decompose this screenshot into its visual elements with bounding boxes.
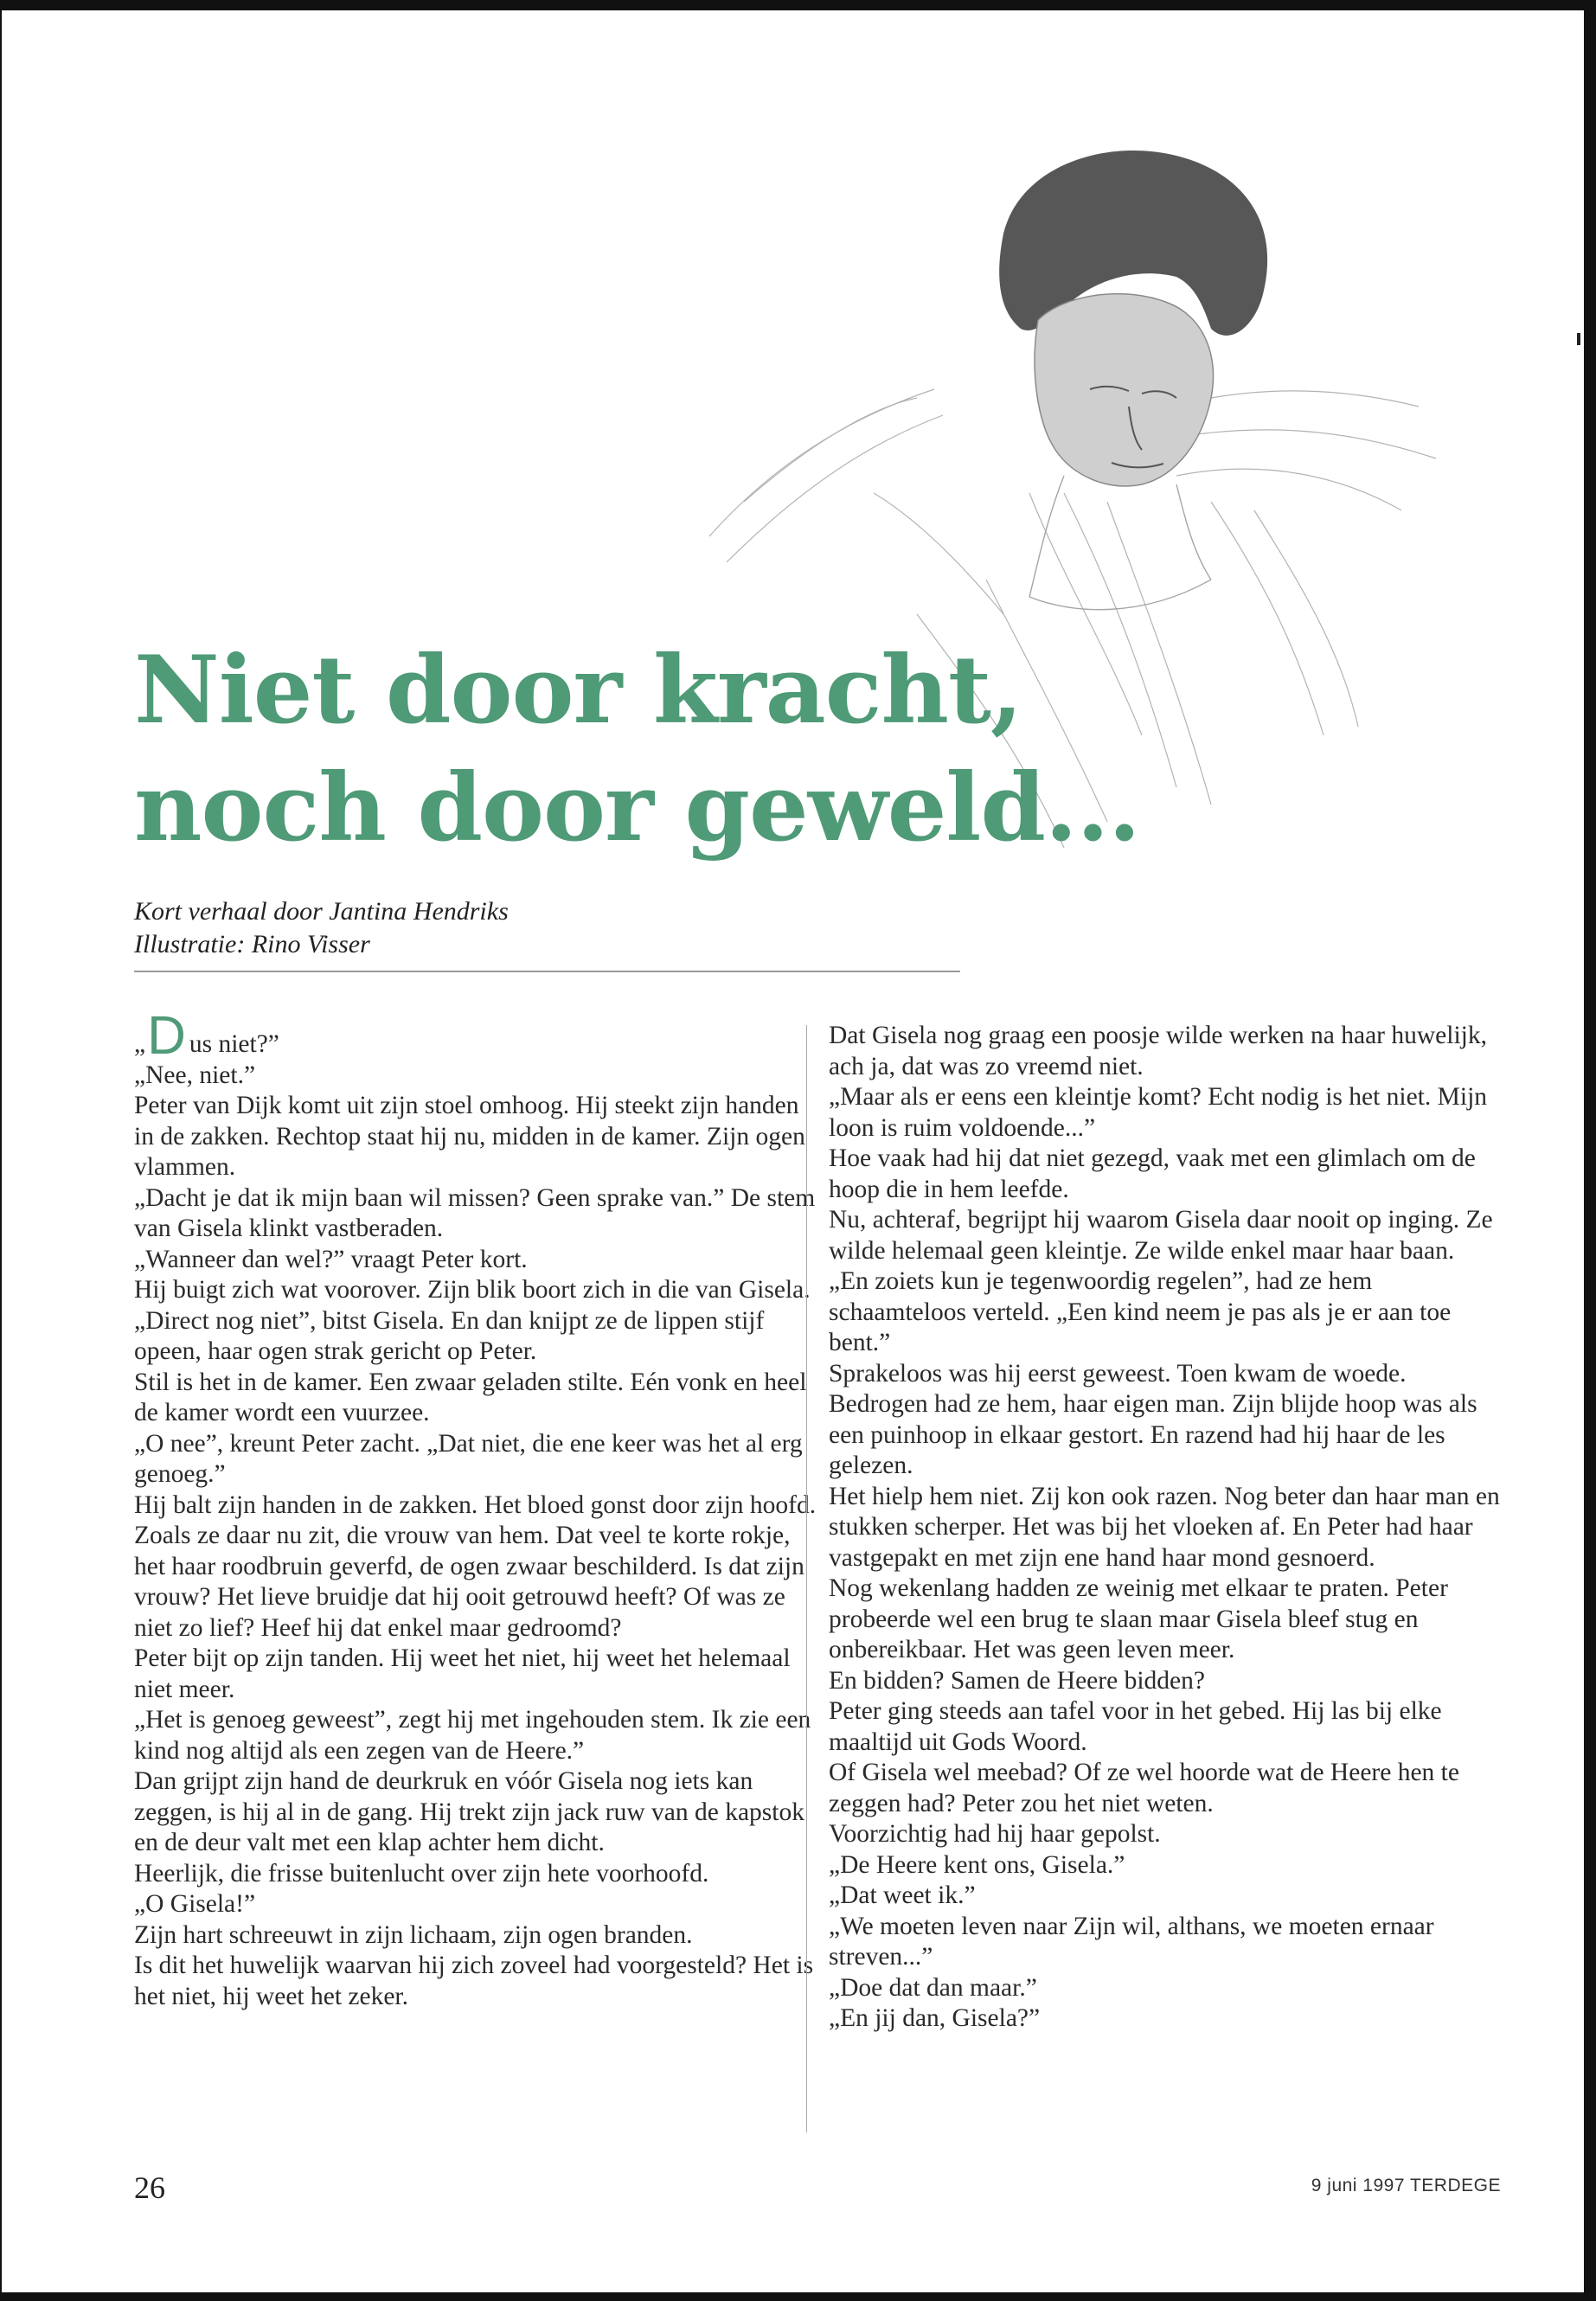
title-line-1: Niet door kracht,	[134, 636, 1022, 745]
paragraph: „Nee, niet.”	[134, 1061, 256, 1089]
byline: Kort verhaal door Jantina Hendriks	[134, 897, 509, 926]
paragraph: Stil is het in de kamer. Een zwaar geladen stilte. Eén vonk en heel de kamer wordt een vuurzee.	[134, 1368, 807, 1426]
column-divider	[806, 1025, 807, 2132]
article-title	[134, 631, 1140, 867]
paragraph: „Het is genoeg geweest”, zegt hij met ingehouden stem. Ik zie een kind nog altijd als een zegen van de Heere.”	[134, 1706, 811, 1765]
paragraph: Zijn hart schreeuwt in zijn lichaam, zijn ogen branden.	[134, 1920, 693, 1949]
illustration-credit: Illustratie: Rino Visser	[134, 930, 370, 958]
paragraph: „En zoiets kun je tegenwoordig regelen”, had ze hem schaamteloos verteld. „Een kind neem je pas als je er aan toe bent.”	[829, 1267, 1452, 1356]
paragraph: „O Gisela!”	[134, 1890, 256, 1918]
paragraph: Peter ging steeds aan tafel voor in het gebed. Hij las bij elke maaltijd uit Gods Woord.	[829, 1697, 1442, 1756]
paragraph: „Wanneer dan wel?” vraagt Peter kort.	[134, 1245, 528, 1273]
paragraph: Hij balt zijn handen in de zakken. Het bloed gonst door zijn hoofd.	[134, 1490, 817, 1519]
article-credits	[134, 895, 509, 961]
paragraph: Voorzichtig had hij haar gepolst.	[829, 1820, 1161, 1848]
page-number: 26	[134, 2170, 165, 2205]
paragraph: „Dat weet ik.”	[829, 1881, 976, 1909]
paragraph: „Maar als er eens een kleintje komt? Echt nodig is het niet. Mijn loon is ruim voldoende...”	[829, 1083, 1488, 1142]
paragraph: Het hielp hem niet. Zij kon ook razen. Nog beter dan haar man en stukken scherper. Het was bij het vloeken af. En Peter had haar vastgepakt en met zijn ene hand haar mond gesnoerd.	[829, 1482, 1500, 1572]
paragraph: „O nee”, kreunt Peter zacht. „Dat niet, die ene keer was het al erg genoeg.”	[134, 1429, 803, 1488]
paragraph: Nog wekenlang hadden ze weinig met elkaar te praten. Peter probeerde wel een brug te slaan maar Gisela bleef stug en onbereikbaar. Het was geen leven meer.	[829, 1574, 1448, 1663]
text-column-left	[134, 1006, 817, 2012]
paragraph: Heerlijk, die frisse buitenlucht over zijn hete voorhoofd.	[134, 1859, 709, 1888]
edge-mark	[1577, 333, 1580, 345]
paragraph: Peter bijt op zijn tanden. Hij weet het niet, hij weet het helemaal niet meer.	[134, 1644, 791, 1703]
text-column-right	[829, 1021, 1503, 2035]
paragraph: Hij buigt zich wat voorover. Zijn blik boort zich in die van Gisela.	[134, 1276, 811, 1304]
paragraph: Nu, achteraf, begrijpt hij waarom Gisela daar nooit op inging. Ze wilde helemaal geen kleintje. Ze wilde enkel maar haar baan.	[829, 1206, 1493, 1265]
paragraph: Is dit het huwelijk waarvan hij zich zoveel had voorgesteld? Het is het niet, hij weet het zeker.	[134, 1952, 814, 2010]
paragraph: „Dacht je dat ik mijn baan wil missen? Geen sprake van.” De stem van Gisela klinkt vastberaden.	[134, 1183, 816, 1242]
drop-cap: D	[147, 1006, 186, 1066]
paragraph: „En jij dan, Gisela?”	[829, 2004, 1041, 2032]
paragraph: „De Heere kent ons, Gisela.”	[829, 1850, 1125, 1879]
paragraph: „We moeten leven naar Zijn wil, althans, we moeten ernaar streven...”	[829, 1912, 1434, 1971]
paragraph: Dan grijpt zijn hand de deurkruk en vóór Gisela nog iets kan zeggen, is hij al in de gang. Hij trekt zijn jack ruw van de kapstok en de deur valt met een klap achter hem dicht.	[134, 1767, 804, 1856]
opening-line	[134, 1006, 817, 1066]
paragraph: „Doe dat dan maar.”	[829, 1973, 1037, 2002]
paragraph: Hoe vaak had hij dat niet gezegd, vaak met een glimlach om de hoop die in hem leefde.	[829, 1144, 1476, 1203]
title-line-2: noch door geweld...	[134, 753, 1140, 862]
paragraph: „Direct nog niet”, bitst Gisela. En dan knijpt ze de lippen stijf opeen, haar ogen strak gericht op Peter.	[134, 1306, 765, 1365]
paragraph: Peter van Dijk komt uit zijn stoel omhoog. Hij steekt zijn handen in de zakken. Rechtop staat hij nu, midden in de kamer. Zijn ogen vlammen.	[134, 1092, 805, 1181]
paragraph: Sprakeloos was hij eerst geweest. Toen kwam de woede. Bedrogen had ze hem, haar eigen man. Zijn blijde hoop was als een puinhoop in elkaar gestort. En razend had hij haar de les gelezen.	[829, 1359, 1477, 1479]
opening-quote: „	[134, 1030, 146, 1058]
paragraph: En bidden? Samen de Heere bidden?	[829, 1666, 1205, 1695]
paragraph: Of Gisela wel meebad? Of ze wel hoorde wat de Heere hen te zeggen had? Peter zou het niet weten.	[829, 1759, 1459, 1817]
opening-line-text: us niet?”	[189, 1030, 279, 1058]
header-rule	[134, 971, 960, 972]
issue-date: 9 juni 1997 TERDEGE	[1311, 2176, 1501, 2195]
paragraph: Dat Gisela nog graag een poosje wilde werken na haar huwelijk, ach ja, dat was zo vreemd niet.	[829, 1022, 1487, 1080]
paragraph: Zoals ze daar nu zit, die vrouw van hem. Dat veel te korte rokje, het haar roodbruin geverfd, de ogen zwaar beschilderd. Is dat zijn vrouw? Het lieve bruidje dat hij ooit getrouwd heeft? Of was ze niet zo lief? Heef hij dat enkel maar gedroomd?	[134, 1522, 804, 1642]
